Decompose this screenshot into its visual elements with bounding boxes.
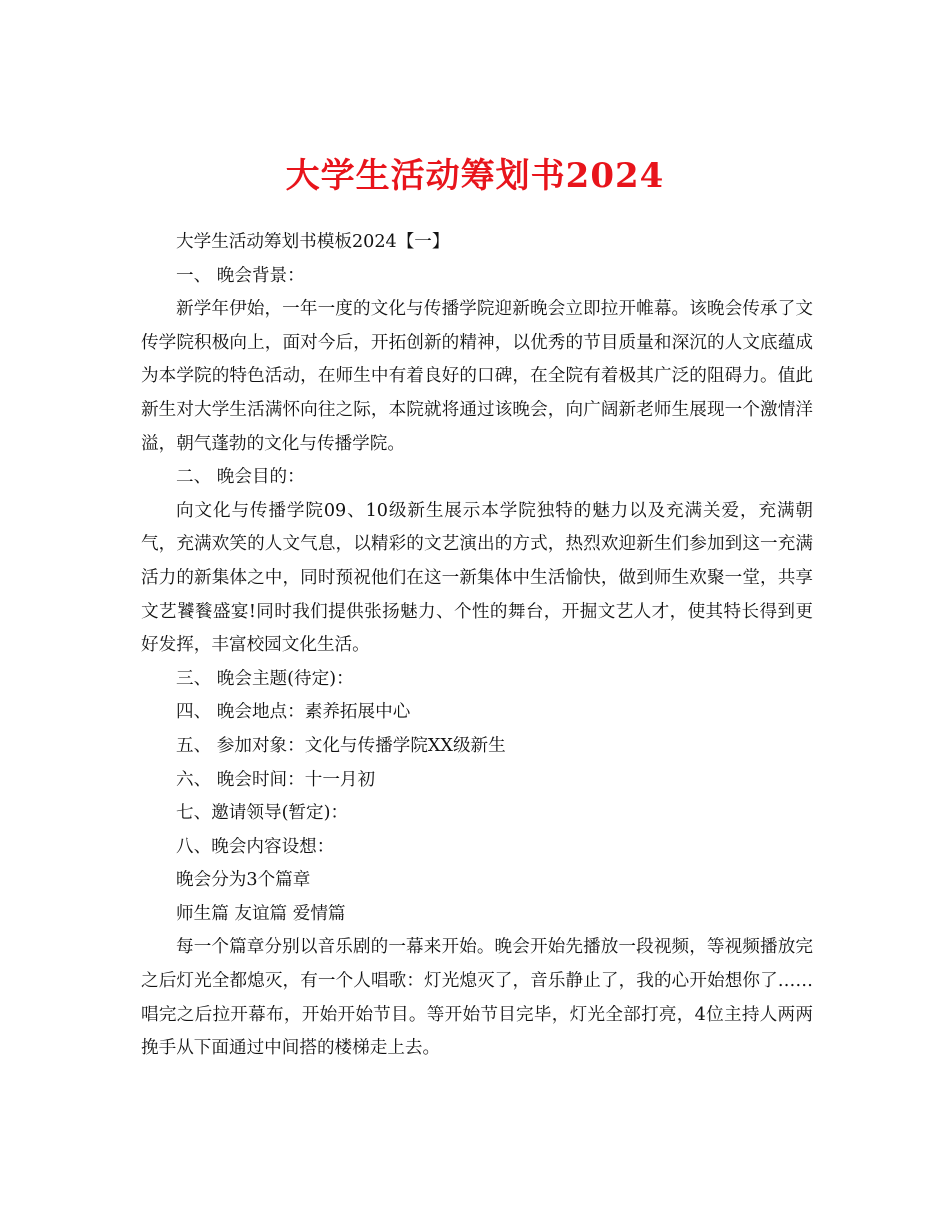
body-paragraph: 向文化与传播学院09、10级新生展示本学院独特的魅力以及充满关爱，充满朝气，充满欢笑的人文气息，以精彩的文艺演出的方式，热烈欢迎新生们参加到这一充满活力的新集体之中，同时预祝他们在这一新集体中生活愉快，做到师生欢聚一堂，共享文艺饕餮盛宴!同时我们提供张扬魅力、个性的舞台，开掘文艺人才，使其特长得到更好发挥，丰富校园文化生活。: [141, 500, 813, 656]
list-item-heading: 八、晚会内容设想：: [176, 836, 335, 857]
list-item-heading: 六、 晚会时间：十一月初: [176, 769, 376, 790]
body-paragraph: 每一个篇章分别以音乐剧的一幕来开始。晚会开始先播放一段视频，等视频播放完之后灯光全都熄灭，有一个人唱歌：灯光熄灭了，音乐静止了，我的心开始想你了……唱完之后拉开幕布，开始开始节目。等开始节目完毕，灯光全部打亮，4位主持人两两挽手从下面通过中间搭的楼梯走上去。: [141, 937, 813, 1059]
body-line: 晚会分为3个篇章: [176, 870, 311, 891]
list-item-heading: 三、 晚会主题(待定)：: [176, 668, 354, 689]
list-item-heading: 五、 参加对象：文化与传播学院XX级新生: [176, 735, 506, 756]
body-paragraph: 新学年伊始，一年一度的文化与传播学院迎新晚会立即拉开帷幕。该晚会传承了文传学院积极向上，面对今后，开拓创新的精神，以优秀的节目质量和深沉的人文底蕴成为本学院的特色活动，在师生中有着良好的口碑，在全院有着极其广泛的阻碍力。值此新生对大学生活满怀向往之际，本院就将通过该晚会，向广阔新老师生展现一个激情洋溢，朝气蓬勃的文化与传播学院。: [141, 299, 813, 454]
section-heading: 大学生活动筹划书模板2024【一】: [176, 232, 450, 252]
document-title: 大学生活动筹划书2024: [285, 155, 665, 196]
document-body: [141, 226, 813, 1066]
body-line: 师生篇 友谊篇 爱情篇: [176, 903, 346, 924]
list-item-heading: 七、邀请领导(暂定)：: [176, 803, 349, 824]
list-item-heading: 一、 晚会背景：: [176, 265, 305, 286]
list-item-heading: 四、 晚会地点：素养拓展中心: [176, 702, 411, 723]
list-item-heading: 二、 晚会目的：: [176, 467, 305, 488]
